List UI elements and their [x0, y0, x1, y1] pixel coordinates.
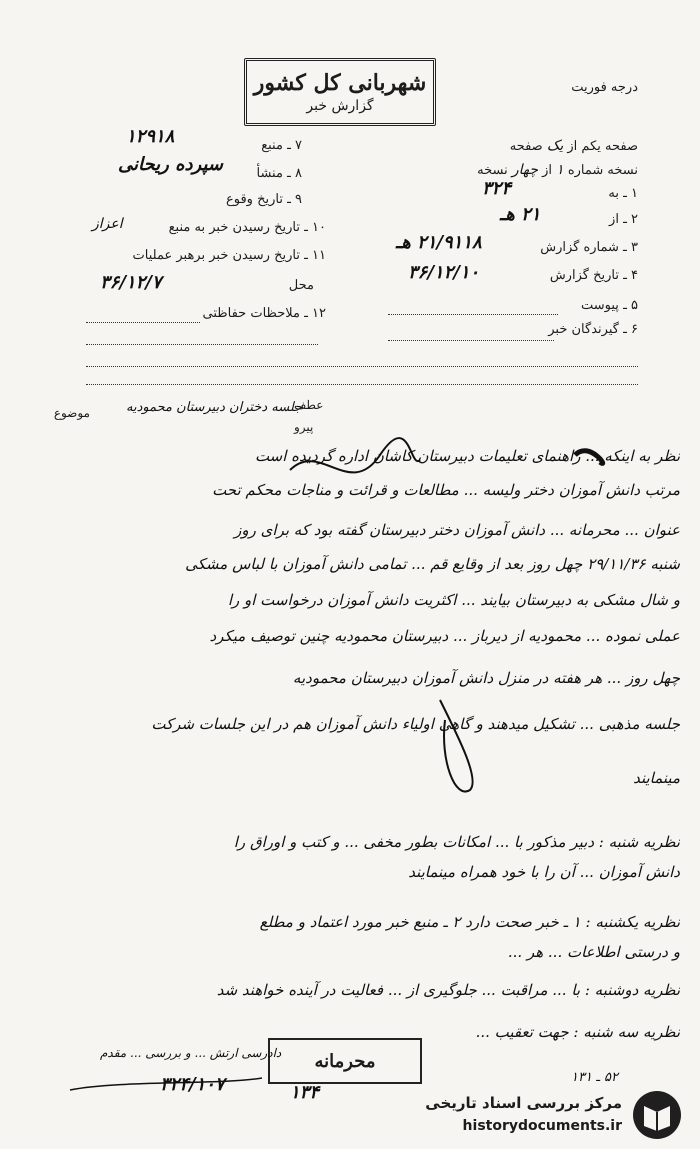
copy-total: چهار — [511, 162, 538, 178]
remarks-label: ۱۲ ـ ملاحظات حفاظتی — [202, 306, 326, 321]
origin-label: ۸ ـ منشأ — [256, 166, 302, 181]
received-source-label: ۱۰ ـ تاریخ رسیدن خبر به منبع — [168, 220, 326, 235]
event-date-label: ۹ ـ تاریخ وقوع — [225, 192, 302, 207]
bottom-number-2: ۱۳۴ — [290, 1082, 320, 1103]
place-value: ۳۶/۱۲/۷ — [100, 272, 162, 293]
to-label: ۱ ـ به — [608, 186, 638, 201]
body-line-5: و شال مشکی به دبیرستان بیایند ... اکثریت دانش آموزان درخواست او را — [227, 591, 680, 609]
recipients-label: ۶ ـ گیرندگان خبر — [548, 322, 638, 337]
bottom-stamp — [268, 1038, 422, 1084]
attach-label: ۵ ـ پیوست — [581, 298, 638, 313]
report-no-label: ۳ ـ شماره گزارش — [540, 240, 638, 255]
from-value: ۲۱ هـ — [500, 204, 541, 225]
place-label: محل — [288, 278, 314, 293]
copy-from: از — [542, 163, 553, 178]
watermark-title: مرکز بررسی اسناد تاریخی — [425, 1094, 622, 1112]
body-line-7: چهل روز ... هر هفته در منزل دانش آموزان دبیرستان محمودیه — [292, 669, 680, 687]
page-label-text: صفحه یکم از — [567, 139, 638, 154]
body-line-15: نظریه سه شنبه : جهت تعقیب ... — [475, 1023, 680, 1041]
body-line-6: عملی نموده ... محمودیه از دیرباز ... دبیرستان محمودیه چنین توصیف میکرد — [209, 627, 680, 645]
source-label: ۷ ـ منبع — [261, 138, 302, 153]
page-suffix: صفحه — [509, 139, 543, 154]
origin-value: سپرده ریحانی — [118, 154, 223, 175]
subject-label: موضوع — [53, 406, 90, 420]
body-line-4: شنبه ۲۹/۱۱/۳۶ چهل روز بعد از وقایع قم ... تمامی دانش آموزان با لباس مشکی — [185, 555, 680, 573]
subject-ref-label: عطف — [294, 398, 324, 412]
copy-value: ۱ — [556, 162, 564, 178]
stamp-title: شهربانی کل کشور — [253, 70, 427, 96]
body-line-10: نظریه شنبه : دبیر مذکور با ... امکانات بطور مخفی ... و کتب و اوراق را — [233, 833, 680, 851]
subject-ref2-label: پیرو — [294, 420, 314, 434]
from-label: ۲ ـ از — [609, 212, 638, 227]
bottom-stamp-text: محرمانه — [314, 1050, 376, 1072]
page-value: یک — [546, 138, 564, 154]
to-value: ۳۲۴ — [482, 178, 512, 199]
source-value: ۱۲۹۱۸ — [126, 126, 175, 147]
copy-suffix: نسخه — [477, 163, 508, 178]
footer-code: ۵۲ ـ ۱۳۱ — [571, 1070, 618, 1085]
body-line-8: جلسه مذهبی ... تشکیل میدهند و گاهی اولیاء دانش آموزان هم در این جلسات شرکت — [151, 715, 680, 733]
body-line-1: نظر به اینکه ... راهنمای تعلیمات دبیرستان کاشان اداره گردیده است — [254, 447, 680, 465]
body-line-9: مینمایند — [633, 769, 680, 787]
subject-value: جلسه دختران دبیرستان محمودیه — [126, 400, 303, 415]
body-line-13: و درستی اطلاعات ... هر ... — [507, 943, 680, 961]
report-no-value: ۲۱/۹۱۱۸ هـ — [396, 232, 482, 253]
report-date-label: ۴ ـ تاریخ گزارش — [549, 268, 638, 283]
body-line-2: مرتب دانش آموزان دختر ولیسه ... مطالعات و قرائت و مناجات محکم تحت — [212, 481, 680, 499]
received-source-value: اعزاز — [92, 216, 123, 232]
body-line-3: عنوان ... محرمانه ... دانش آموزان دختر دبیرستان گفته بود که برای روز — [234, 521, 680, 539]
body-line-11: دانش آموزان ... آن را با خود همراه مینمایند — [408, 863, 680, 881]
bottom-note: دادرسی ارتش ... و بررسی ... مقدم — [100, 1046, 282, 1060]
priority-label: درجه فوریت — [571, 80, 638, 95]
report-date-value: ۳۶/۱۲/۱۰ — [408, 262, 480, 283]
body-line-12: نظریه یکشنبه : ۱ ـ خبر صحت دارد ۲ ـ منبع خبر مورد اعتماد و مطلع — [259, 913, 680, 931]
body-line-14: نظریه دوشنبه : با ... مراقبت ... جلوگیری از ... فعالیت در آینده خواهند شد — [216, 981, 680, 999]
book-logo-icon — [628, 1090, 686, 1140]
bottom-number: ۳۲۴/۱۰۷ — [160, 1074, 225, 1095]
received-ops-label: ۱۱ ـ تاریخ رسیدن خبر برهبر عملیات — [132, 248, 326, 263]
copy-label-text: نسخه شماره — [567, 163, 638, 178]
watermark-url: historydocuments.ir — [462, 1118, 622, 1134]
stamp-subtitle: گزارش خبر — [306, 98, 374, 114]
